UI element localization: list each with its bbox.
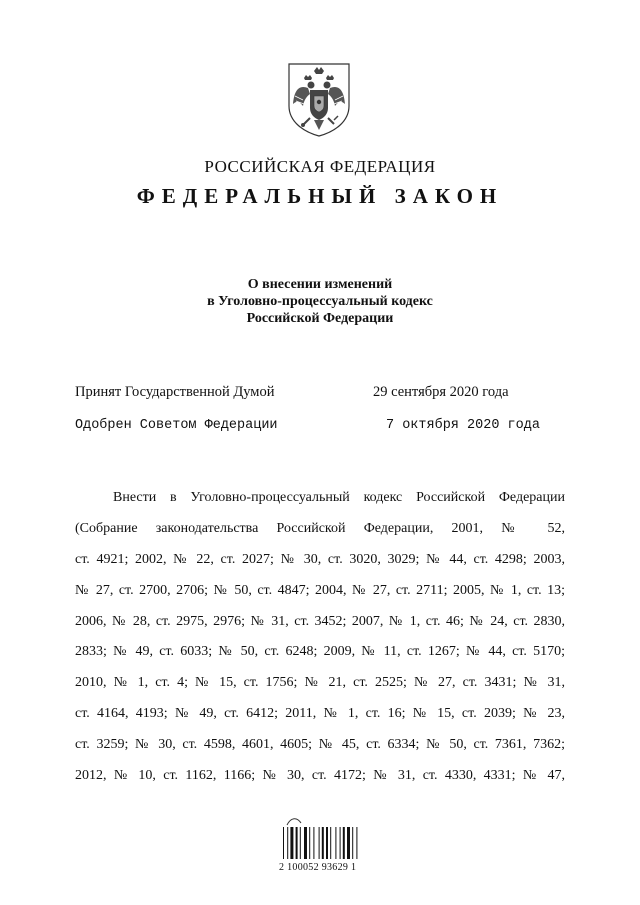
body-line: (Собрание законодательства Российской Федерации, 2001, № 52, [75,520,565,536]
barcode-stripe [347,827,350,859]
law-title-line: Российской Федерации [246,311,394,326]
council-approval-date: 7 октября 2020 года [386,418,540,433]
duma-adoption-label: Принят Государственной Думой [75,384,275,400]
barcode-stripe [290,827,293,859]
barcode-stripe [283,827,284,859]
body-line: 2006, № 28, ст. 2975, 2976; № 31, ст. 3452; 2007, № 1, ст. 46; № 24, ст. 2830, [75,613,565,629]
document-type: ФЕДЕРАЛЬНЫЙ ЗАКОН [136,184,504,208]
law-title [0,276,640,327]
body-line: № 27, ст. 2700, 2706; № 50, ст. 4847; 2004, № 27, ст. 2711; 2005, № 1, ст. 13; [75,582,565,598]
barcode-stripe [326,827,328,859]
country-name: РОССИЙСКАЯ ФЕДЕРАЦИЯ [204,157,436,176]
barcode-stripe [309,827,310,859]
barcode-stripe [335,827,336,859]
barcode-stripe [322,827,324,859]
barcode-stripe [287,827,288,859]
barcode-stripe [340,827,341,859]
body-line: 2012, № 10, ст. 1162, 1166; № 30, ст. 4172; № 31, ст. 4330, 4331; № 47, [75,768,565,784]
barcode-mark [287,819,301,825]
coat-of-arms-icon [286,62,352,138]
barcode-stripe [352,827,353,859]
law-title-line: в Уголовно-процессуальный кодекс [207,294,433,309]
barcode-stripe [304,827,307,859]
duma-adoption-date: 29 сентября 2020 года [373,384,509,400]
body-line: ст. 4164, 4193; № 49, ст. 6412; 2011, № 1, ст. 16; № 15, ст. 2039; № 23, [75,706,565,722]
body-line: 2833; № 49, ст. 6033; № 50, ст. 6248; 2009, № 11, ст. 1267; № 44, ст. 5170; [75,644,565,660]
law-title-line: О внесении изменений [247,277,393,292]
barcode-stripe [319,827,320,859]
barcode-stripe [343,827,345,859]
law-body [75,483,565,792]
barcode-stripe [313,827,314,859]
body-line: ст. 4921; 2002, № 22, ст. 2027; № 30, ст. 3020, 3029; № 44, ст. 4298; 2003, [75,551,565,567]
barcode-stripe [356,827,357,859]
body-line: ст. 3259; № 30, ст. 4598, 4601, 4605; № 45, ст. 6334; № 50, ст. 7361, 7362; [75,737,565,753]
body-line: 2010, № 1, ст. 4; № 15, ст. 1756; № 21, ст. 2525; № 27, ст. 3431; № 31, [75,675,565,691]
barcode-number: 2 100052 93629 1 [279,862,357,873]
barcode-stripe [296,827,298,859]
council-approval-label: Одобрен Советом Федерации [75,418,278,433]
body-line: Внести в Уголовно-процессуальный кодекс Российской Федерации [113,490,565,505]
barcode-stripe [300,827,301,859]
barcode-stripe [330,827,331,859]
